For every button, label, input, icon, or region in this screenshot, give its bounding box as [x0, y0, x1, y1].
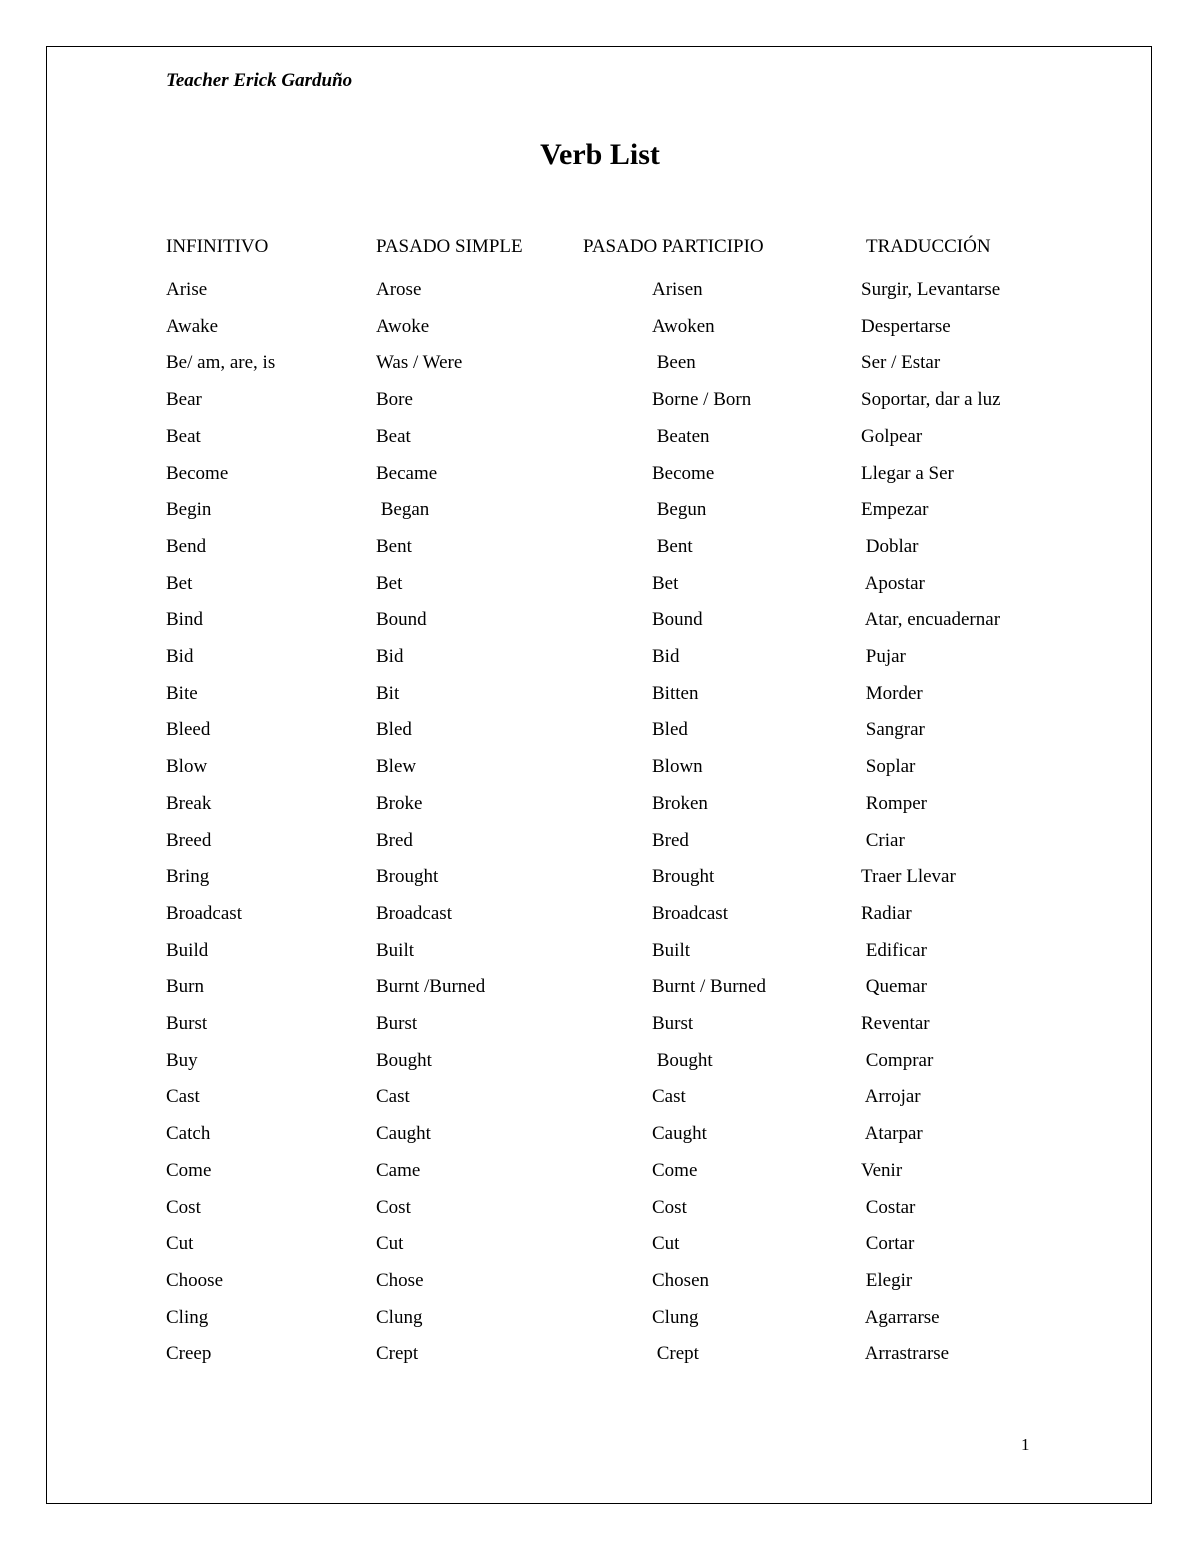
cell-past-participle: Begun [652, 499, 707, 520]
cell-translation: Ser / Estar [861, 352, 941, 373]
cell-infinitive: Breed [166, 830, 212, 851]
cell-past-simple: Burnt /Burned [376, 976, 486, 997]
cell-infinitive: Come [166, 1160, 212, 1181]
cell-infinitive: Creep [166, 1343, 212, 1364]
cell-infinitive: Become [166, 463, 229, 484]
cell-infinitive: Choose [166, 1270, 223, 1291]
cell-past-participle: Broadcast [652, 903, 728, 924]
table-row [0, 463, 1200, 491]
cell-translation: Romper [861, 793, 927, 814]
cell-past-simple: Awoke [376, 316, 430, 337]
table-row [0, 1343, 1200, 1371]
cell-past-simple: Came [376, 1160, 421, 1181]
cell-past-participle: Become [652, 463, 715, 484]
cell-infinitive: Begin [166, 499, 212, 520]
cell-past-simple: Bit [376, 683, 400, 704]
cell-translation: Traer Llevar [861, 866, 956, 887]
cell-past-simple: Arose [376, 279, 422, 300]
cell-translation: Golpear [861, 426, 923, 447]
cell-infinitive: Blow [166, 756, 208, 777]
cell-infinitive: Bring [166, 866, 210, 887]
table-row [0, 1197, 1200, 1225]
cell-past-simple: Bid [376, 646, 404, 667]
cell-past-simple: Cost [376, 1197, 411, 1218]
cell-infinitive: Cost [166, 1197, 201, 1218]
teacher-name: Teacher Erick Garduño [166, 70, 353, 91]
cell-past-participle: Crept [652, 1343, 699, 1364]
cell-translation: Edificar [861, 940, 927, 961]
cell-past-participle: Bought [652, 1050, 713, 1071]
cell-translation: Pujar [861, 646, 906, 667]
cell-past-simple: Bore [376, 389, 413, 410]
cell-past-simple: Began [376, 499, 430, 520]
cell-past-participle: Chosen [652, 1270, 709, 1291]
table-row [0, 976, 1200, 1004]
cell-past-participle: Awoken [652, 316, 715, 337]
cell-past-participle: Been [652, 352, 696, 373]
cell-infinitive: Bind [166, 609, 203, 630]
page-title: Verb List [540, 138, 660, 171]
cell-past-participle: Clung [652, 1307, 699, 1328]
table-row [0, 573, 1200, 601]
column-header-infinitivo: INFINITIVO [166, 236, 269, 257]
cell-past-simple: Crept [376, 1343, 419, 1364]
cell-infinitive: Cast [166, 1086, 200, 1107]
cell-past-participle: Blown [652, 756, 703, 777]
cell-past-participle: Bred [652, 830, 689, 851]
cell-infinitive: Cut [166, 1233, 194, 1254]
cell-infinitive: Awake [166, 316, 219, 337]
table-row [0, 830, 1200, 858]
cell-past-participle: Come [652, 1160, 698, 1181]
cell-past-participle: Burst [652, 1013, 694, 1034]
cell-past-simple: Broadcast [376, 903, 452, 924]
cell-past-participle: Broken [652, 793, 708, 814]
table-row [0, 1233, 1200, 1261]
cell-translation: Llegar a Ser [861, 463, 954, 484]
page-number: 1 [1021, 1435, 1030, 1454]
cell-past-participle: Brought [652, 866, 715, 887]
cell-past-simple: Became [376, 463, 438, 484]
cell-infinitive: Burst [166, 1013, 208, 1034]
cell-translation: Quemar [861, 976, 927, 997]
table-row [0, 1160, 1200, 1188]
cell-translation: Atar, encuadernar [861, 609, 1001, 630]
cell-past-participle: Bitten [652, 683, 699, 704]
cell-translation: Elegir [861, 1270, 913, 1291]
cell-translation: Arrastrarse [861, 1343, 950, 1364]
cell-past-participle: Bent [652, 536, 693, 557]
cell-past-simple: Burst [376, 1013, 418, 1034]
cell-past-simple: Bet [376, 573, 403, 594]
cell-past-participle: Borne / Born [652, 389, 752, 410]
cell-infinitive: Break [166, 793, 212, 814]
cell-past-participle: Cast [652, 1086, 686, 1107]
cell-past-participle: Arisen [652, 279, 703, 300]
cell-past-simple: Brought [376, 866, 439, 887]
table-header [0, 236, 1200, 264]
cell-past-participle: Bound [652, 609, 703, 630]
cell-translation: Surgir, Levantarse [861, 279, 1001, 300]
cell-past-simple: Bred [376, 830, 413, 851]
table-row [0, 499, 1200, 527]
cell-infinitive: Bear [166, 389, 202, 410]
cell-infinitive: Bet [166, 573, 193, 594]
cell-infinitive: Bid [166, 646, 194, 667]
cell-translation: Atarpar [861, 1123, 923, 1144]
cell-infinitive: Catch [166, 1123, 211, 1144]
cell-translation: Sangrar [861, 719, 925, 740]
cell-infinitive: Bleed [166, 719, 211, 740]
cell-past-participle: Cut [652, 1233, 680, 1254]
cell-past-participle: Caught [652, 1123, 707, 1144]
table-row [0, 426, 1200, 454]
cell-infinitive: Cling [166, 1307, 209, 1328]
cell-infinitive: Beat [166, 426, 201, 447]
cell-translation: Soplar [861, 756, 916, 777]
cell-past-simple: Bent [376, 536, 412, 557]
cell-translation: Cortar [861, 1233, 915, 1254]
table-row [0, 1013, 1200, 1041]
table-row [0, 1123, 1200, 1151]
cell-translation: Costar [861, 1197, 916, 1218]
column-header-traduccion: TRADUCCIÓN [866, 236, 991, 257]
cell-translation: Agarrarse [861, 1307, 940, 1328]
table-row [0, 646, 1200, 674]
cell-translation: Venir [861, 1160, 903, 1181]
cell-translation: Soportar, dar a luz [861, 389, 1001, 410]
cell-past-simple: Caught [376, 1123, 431, 1144]
cell-translation: Radiar [861, 903, 912, 924]
table-row [0, 1270, 1200, 1298]
cell-translation: Empezar [861, 499, 929, 520]
table-row [0, 352, 1200, 380]
cell-past-simple: Built [376, 940, 415, 961]
table-row [0, 903, 1200, 931]
cell-past-participle: Burnt / Burned [652, 976, 766, 997]
cell-past-participle: Cost [652, 1197, 687, 1218]
table-row [0, 866, 1200, 894]
table-row [0, 756, 1200, 784]
cell-infinitive: Bend [166, 536, 207, 557]
cell-infinitive: Build [166, 940, 209, 961]
cell-past-participle: Beaten [652, 426, 710, 447]
cell-translation: Despertarse [861, 316, 951, 337]
cell-infinitive: Bite [166, 683, 198, 704]
cell-past-simple: Chose [376, 1270, 424, 1291]
cell-past-participle: Bled [652, 719, 688, 740]
cell-translation: Doblar [861, 536, 919, 557]
cell-past-simple: Bought [376, 1050, 432, 1071]
cell-translation: Apostar [861, 573, 925, 594]
cell-past-participle: Built [652, 940, 691, 961]
table-row [0, 389, 1200, 417]
cell-translation: Criar [861, 830, 905, 851]
cell-past-simple: Beat [376, 426, 411, 447]
cell-past-simple: Was / Were [376, 352, 463, 373]
cell-infinitive: Be/ am, are, is [166, 352, 276, 373]
cell-translation: Comprar [861, 1050, 934, 1071]
cell-infinitive: Buy [166, 1050, 198, 1071]
cell-past-participle: Bet [652, 573, 679, 594]
cell-past-simple: Clung [376, 1307, 423, 1328]
cell-infinitive: Burn [166, 976, 204, 997]
cell-past-simple: Blew [376, 756, 417, 777]
cell-translation: Morder [861, 683, 923, 704]
cell-past-simple: Bled [376, 719, 412, 740]
cell-translation: Arrojar [861, 1086, 921, 1107]
cell-past-participle: Bid [652, 646, 680, 667]
column-header-pasado-participio: PASADO PARTICIPIO [583, 236, 764, 257]
cell-past-simple: Cut [376, 1233, 404, 1254]
table-row [0, 793, 1200, 821]
column-header-pasado-simple: PASADO SIMPLE [376, 236, 523, 257]
table-row [0, 536, 1200, 564]
cell-past-simple: Bound [376, 609, 427, 630]
table-row [0, 1307, 1200, 1335]
table-row [0, 1050, 1200, 1078]
table-row [0, 940, 1200, 968]
table-row [0, 609, 1200, 637]
cell-past-simple: Cast [376, 1086, 410, 1107]
cell-infinitive: Arise [166, 279, 208, 300]
cell-past-simple: Broke [376, 793, 423, 814]
table-row [0, 683, 1200, 711]
cell-infinitive: Broadcast [166, 903, 242, 924]
table-row [0, 279, 1200, 307]
table-row [0, 316, 1200, 344]
table-row [0, 1086, 1200, 1114]
table-row [0, 719, 1200, 747]
cell-translation: Reventar [861, 1013, 930, 1034]
